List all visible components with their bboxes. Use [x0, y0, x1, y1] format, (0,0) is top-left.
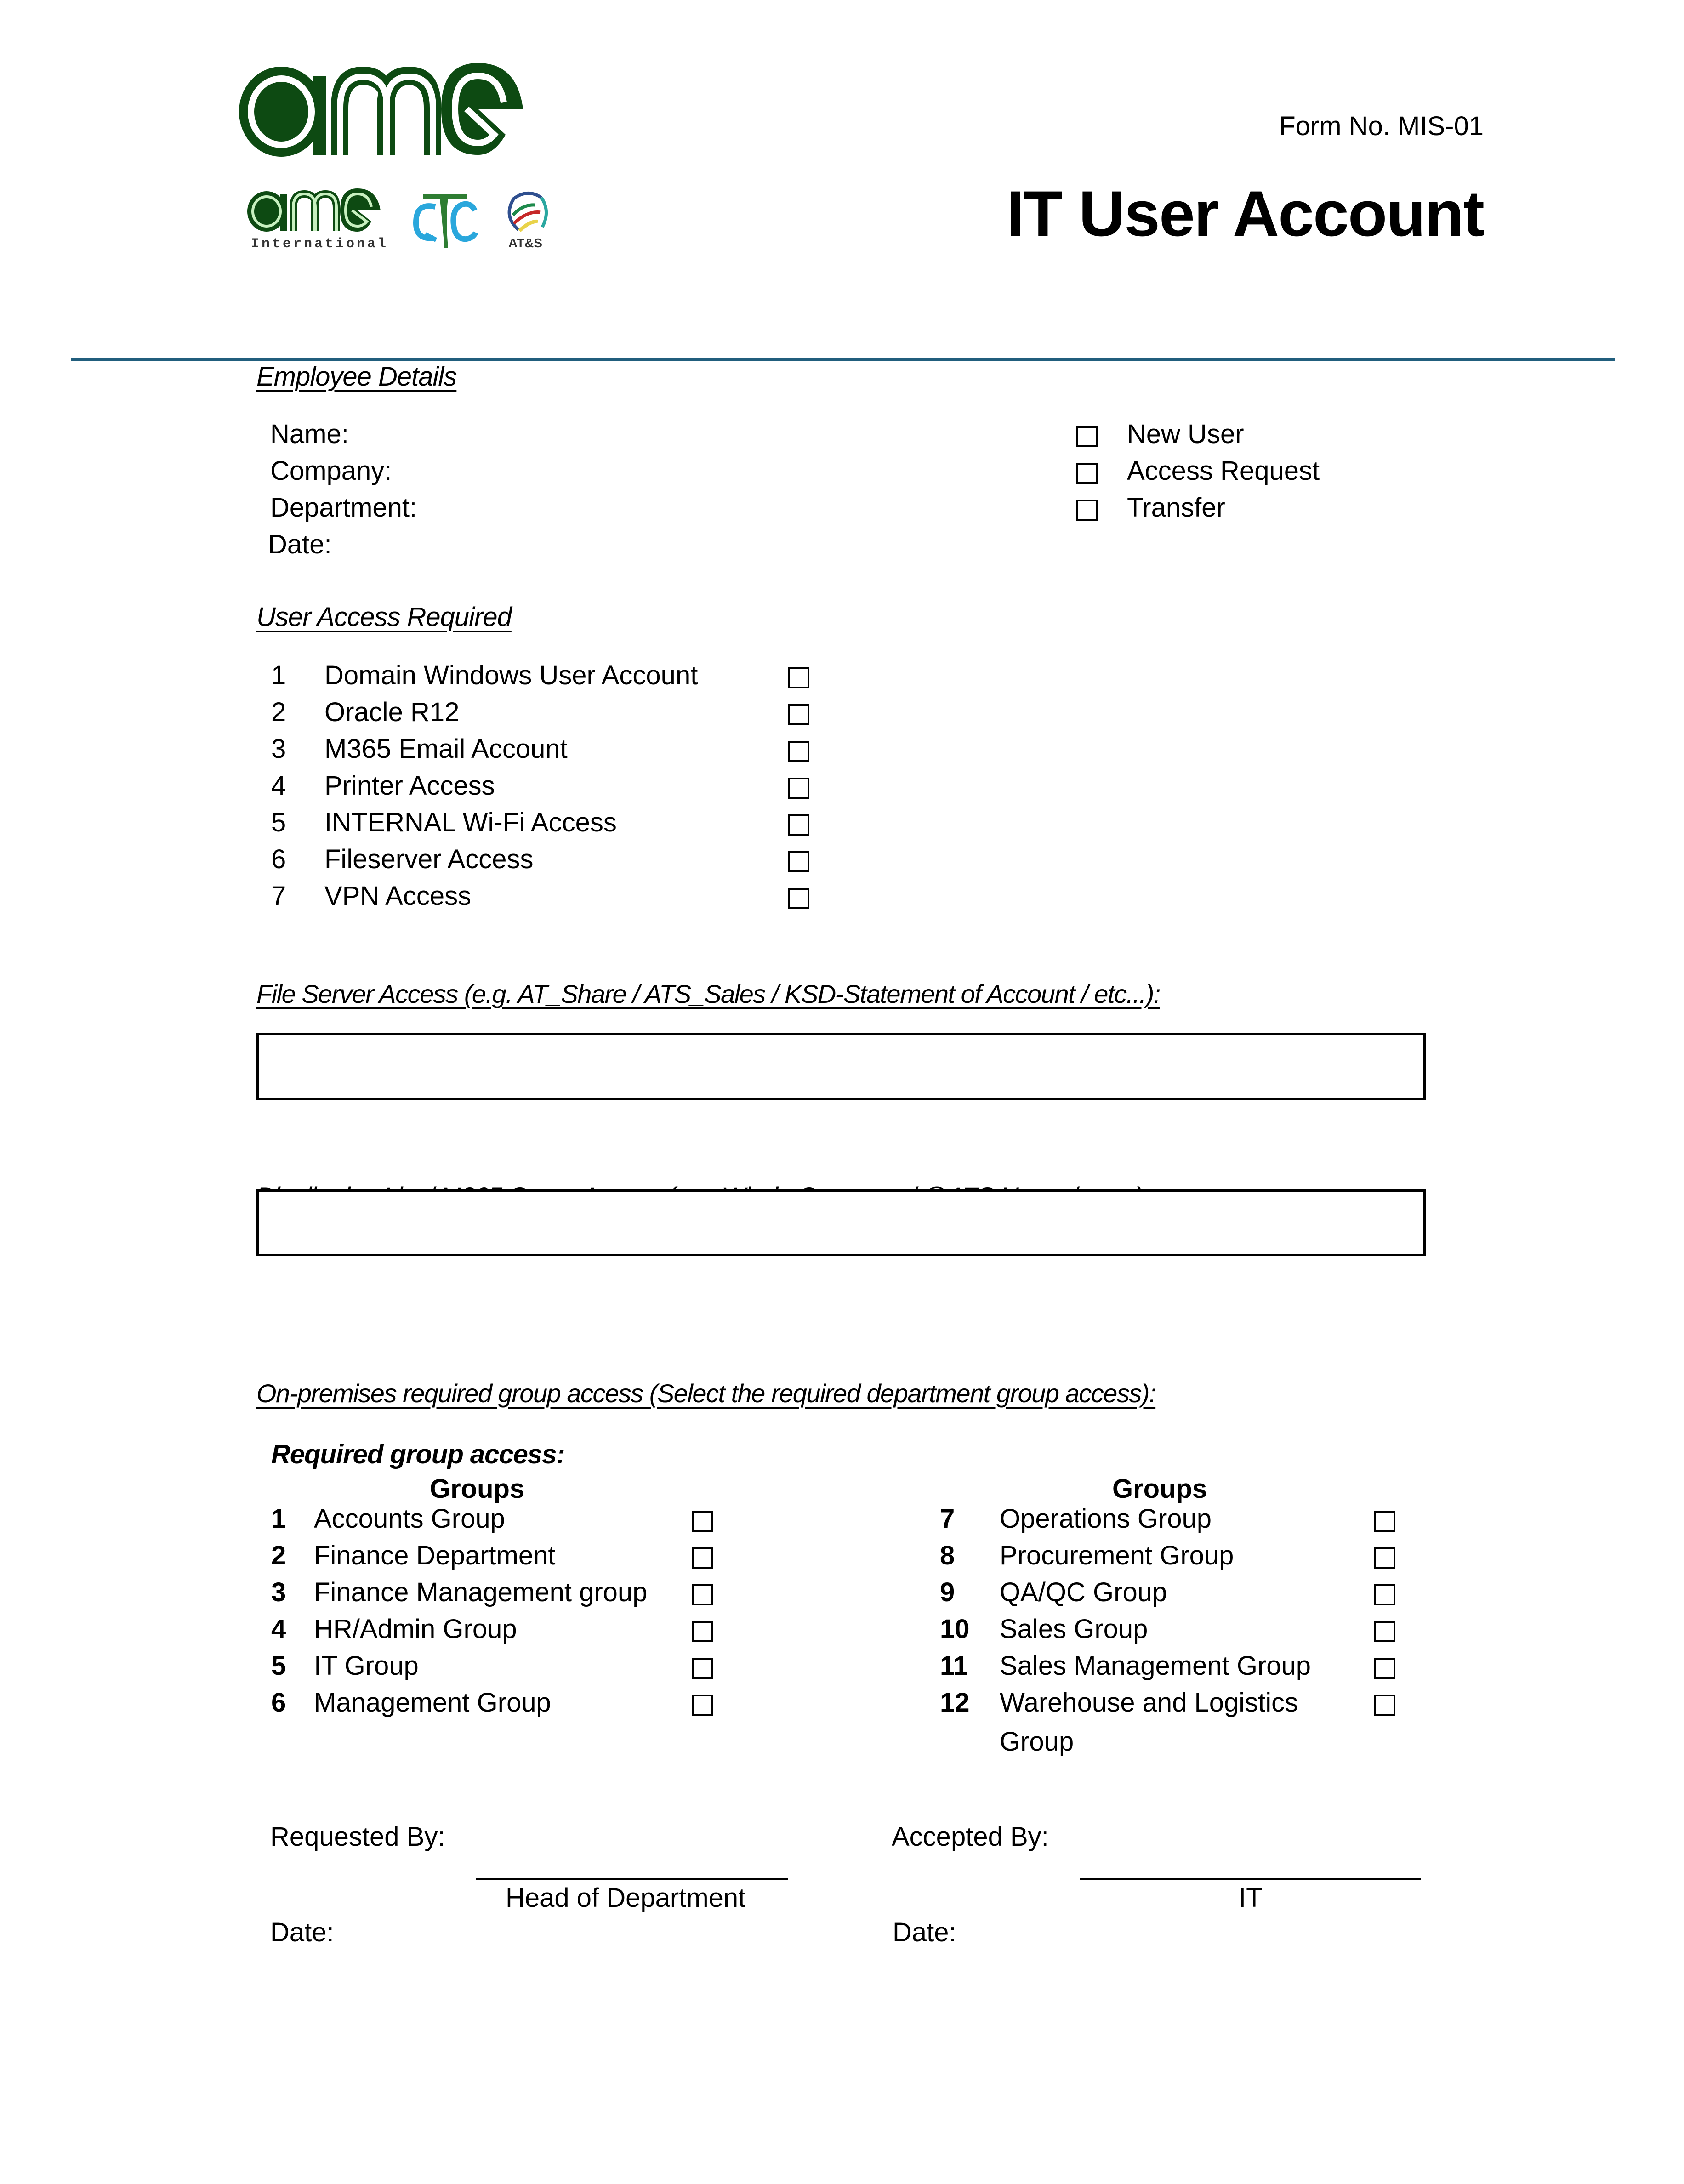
access-item-label: INTERNAL Wi-Fi Access: [324, 808, 617, 837]
access-item-number: 5: [271, 808, 286, 837]
group-item-label: Finance Department: [314, 1541, 556, 1570]
access-item-label: Fileserver Access: [324, 844, 534, 874]
group-item-number: 12: [940, 1688, 970, 1718]
group-item-number: 8: [940, 1541, 955, 1570]
group-item-checkbox[interactable]: [1374, 1584, 1395, 1605]
group-12-label-line2: Group: [1000, 1727, 1074, 1757]
access-request-label: Access Request: [1127, 456, 1320, 486]
group-item-label: IT Group: [314, 1651, 419, 1681]
group-item-label: Management Group: [314, 1688, 551, 1718]
accepted-by-signature-line[interactable]: [1080, 1878, 1421, 1880]
groups-right-heading: Groups: [1112, 1474, 1207, 1504]
access-item-label: Domain Windows User Account: [324, 660, 698, 690]
group-item-label: Procurement Group: [1000, 1541, 1234, 1570]
group-item-number: 5: [271, 1651, 286, 1681]
employee-details-heading: Employee Details: [256, 362, 457, 392]
access-item-checkbox[interactable]: [788, 667, 809, 688]
group-item-checkbox[interactable]: [692, 1547, 713, 1569]
group-item-number: 9: [940, 1577, 955, 1607]
group-item-checkbox[interactable]: [1374, 1621, 1395, 1642]
group-item-checkbox[interactable]: [692, 1621, 713, 1642]
distribution-list-input[interactable]: [256, 1189, 1426, 1256]
group-item-checkbox[interactable]: [692, 1658, 713, 1679]
access-item-number: 2: [271, 697, 286, 727]
user-access-heading: User Access Required: [256, 602, 512, 632]
ats-logo: [500, 188, 551, 253]
group-item-number: 4: [271, 1614, 286, 1644]
requested-date-label: Date:: [270, 1917, 334, 1947]
access-item-checkbox[interactable]: [788, 814, 809, 836]
group-item-checkbox[interactable]: [1374, 1695, 1395, 1716]
group-item-checkbox[interactable]: [692, 1511, 713, 1532]
group-item-label: Sales Group: [1000, 1614, 1148, 1644]
access-item-checkbox[interactable]: [788, 851, 809, 872]
requested-by-label: Requested By:: [270, 1822, 445, 1852]
access-item-number: 1: [271, 660, 286, 690]
group-item-checkbox[interactable]: [692, 1695, 713, 1716]
group-item-number: 6: [271, 1688, 286, 1718]
date-field-label: Date:: [268, 529, 332, 559]
group-item-number: 3: [271, 1577, 286, 1607]
group-item-label: Accounts Group: [314, 1504, 505, 1534]
access-item-number: 7: [271, 881, 286, 911]
qtc-logo: [411, 188, 480, 253]
group-item-number: 1: [271, 1504, 286, 1534]
access-item-number: 6: [271, 844, 286, 874]
page-title: IT User Account: [1006, 177, 1484, 250]
access-item-checkbox[interactable]: [788, 704, 809, 725]
logo-international-caption: International: [251, 236, 389, 252]
group-item-number: 7: [940, 1504, 955, 1534]
groups-left-heading: Groups: [430, 1474, 525, 1504]
group-item-number: 2: [271, 1541, 286, 1570]
form-number: Form No. MIS-01: [1279, 111, 1484, 141]
access-item-number: 4: [271, 771, 286, 801]
group-item-checkbox[interactable]: [1374, 1511, 1395, 1532]
requested-by-role: Head of Department: [506, 1883, 746, 1913]
requested-by-signature-line[interactable]: [476, 1878, 788, 1880]
ame-logo: [239, 57, 524, 159]
access-item-checkbox[interactable]: [788, 888, 809, 909]
ame-international-logo: [247, 184, 394, 253]
access-item-label: M365 Email Account: [324, 734, 568, 764]
group-item-label: QA/QC Group: [1000, 1577, 1167, 1607]
department-field-label: Department:: [270, 493, 417, 523]
logo-ats-caption: AT&S: [508, 236, 543, 250]
file-server-input[interactable]: [256, 1033, 1426, 1100]
file-server-label: File Server Access (e.g. AT_Share / ATS_Sales / KSD-Statement of Account / etc...):: [256, 979, 1160, 1008]
group-item-label: Finance Management group: [314, 1577, 648, 1607]
company-field-label: Company:: [270, 456, 392, 486]
group-item-label: Operations Group: [1000, 1504, 1212, 1534]
accepted-date-label: Date:: [893, 1917, 956, 1947]
group-item-checkbox[interactable]: [692, 1584, 713, 1605]
group-item-number: 11: [940, 1651, 968, 1681]
group-item-label: Sales Management Group: [1000, 1651, 1311, 1681]
access-item-label: Oracle R12: [324, 697, 460, 727]
new-user-checkbox[interactable]: [1076, 426, 1098, 447]
transfer-label: Transfer: [1127, 493, 1225, 523]
required-group-access-subheading: Required group access:: [271, 1439, 565, 1469]
group-item-checkbox[interactable]: [1374, 1547, 1395, 1569]
access-item-label: VPN Access: [324, 881, 472, 911]
transfer-checkbox[interactable]: [1076, 500, 1098, 521]
name-field-label: Name:: [270, 419, 349, 449]
access-request-checkbox[interactable]: [1076, 463, 1098, 484]
group-item-number: 10: [940, 1614, 970, 1644]
access-item-checkbox[interactable]: [788, 741, 809, 762]
group-item-label: HR/Admin Group: [314, 1614, 517, 1644]
accepted-by-role: IT: [1239, 1883, 1263, 1913]
access-item-number: 3: [271, 734, 286, 764]
on-premises-label: On-premises required group access (Select the required department group access):: [256, 1379, 1156, 1408]
access-item-checkbox[interactable]: [788, 778, 809, 799]
group-item-checkbox[interactable]: [1374, 1658, 1395, 1679]
access-item-label: Printer Access: [324, 771, 495, 801]
group-item-label: Warehouse and Logistics: [1000, 1688, 1298, 1718]
new-user-label: New User: [1127, 419, 1244, 449]
accepted-by-label: Accepted By:: [892, 1822, 1049, 1852]
